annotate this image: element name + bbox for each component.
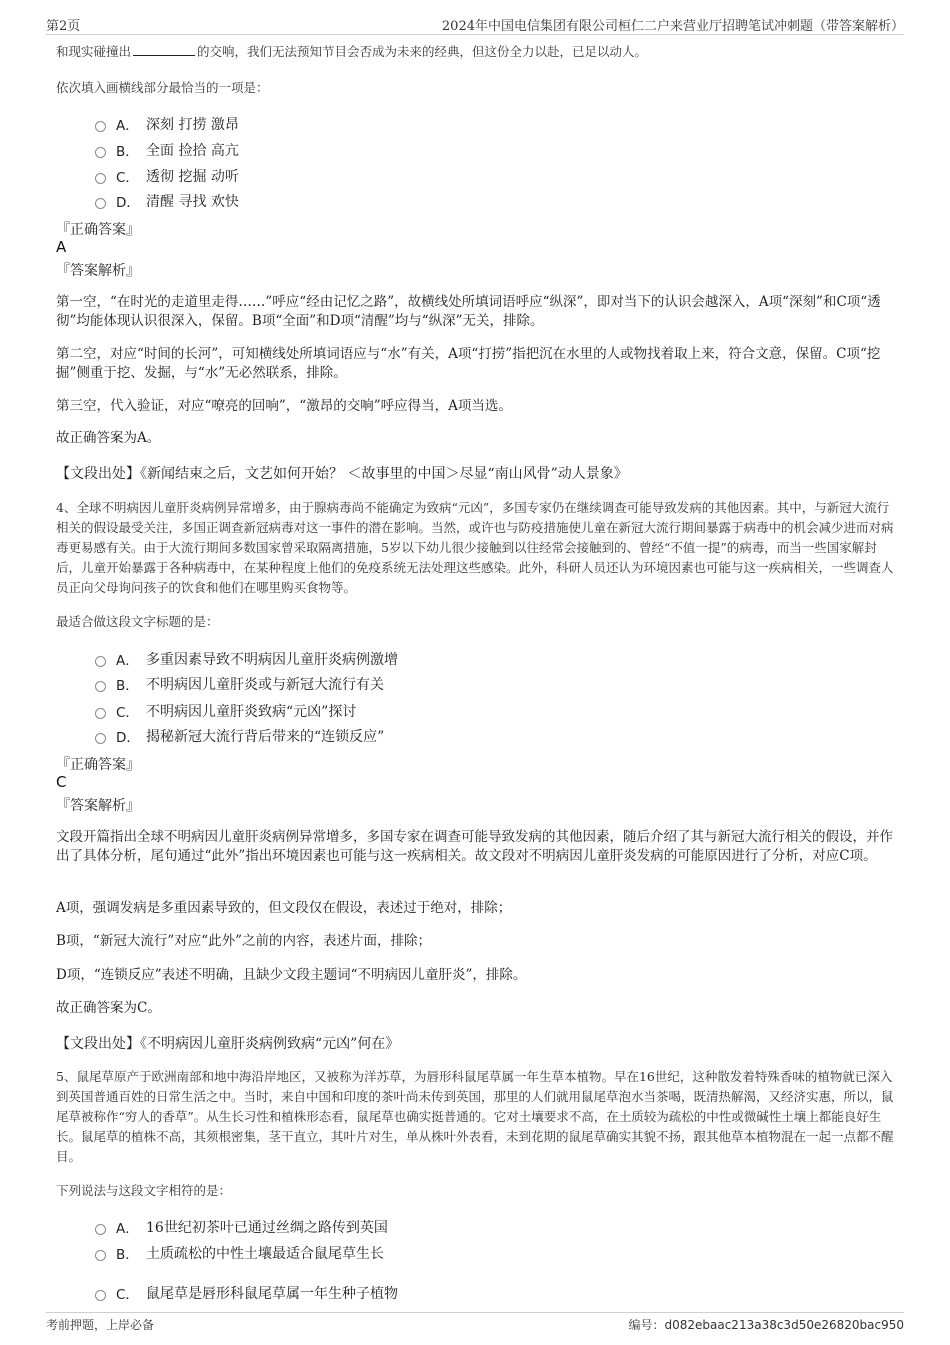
q4-option-a[interactable]: A． 多重因素导致不明病因儿童肝炎病例激增 bbox=[95, 649, 398, 669]
q4-source: 【文段出处】《不明病因儿童肝炎病例致病“元凶”何在》 bbox=[56, 1036, 400, 1052]
q3-analysis-label: 『答案解析』 bbox=[56, 263, 140, 279]
q4-option-c[interactable]: C． 不明病因儿童肝炎致病“元凶”探讨 bbox=[95, 701, 356, 721]
fill-blank bbox=[133, 43, 195, 56]
q4-option-d[interactable]: D． 揭秘新冠大流行背后带来的“连锁反应” bbox=[95, 726, 384, 746]
q4-prompt: 最适合做这段文字标题的是： bbox=[56, 614, 219, 629]
q3-analysis-paragraph: 第一空，“在时光的走道里走得……”呼应“经由记忆之路”，故横线处所填词语呼应“纵深”，即对当下的认识会越深入，A项“深刻”和C项“透彻”均能体现认识很深入，保留。B项“全面”和D项“清醒”均与“纵深”无关，排除。 bbox=[56, 294, 881, 329]
q4-option-b[interactable]: B． 不明病因儿童肝炎或与新冠大流行有关 bbox=[95, 674, 384, 694]
q4-analysis-paragraph: A项，强调发病是多重因素导致的，但文段仅在假设，表述过于绝对，排除； bbox=[56, 900, 512, 916]
q4-analysis-paragraph: B项，“新冠大流行”对应“此外”之前的内容，表述片面，排除； bbox=[56, 933, 432, 949]
q3-analysis-paragraph: 第二空，对应“时间的长河”，可知横线处所填词语应与“水”有关，A项“打捞”指把沉在水里的人或物找着取上来，符合文意，保留。C项“挖掘”侧重于挖、发掘，与“水”无必然联系，排除。 bbox=[56, 346, 881, 381]
q4-correct-answer-label: 『正确答案』 bbox=[56, 757, 140, 773]
q3-option-d[interactable]: D． 清醒 寻找 欢快 bbox=[95, 191, 239, 211]
document-title: 2024年中国电信集团有限公司桓仁二户来营业厅招聘笔试冲刺题（带答案解析） bbox=[441, 19, 904, 34]
q3-option-c[interactable]: C． 透彻 挖掘 动听 bbox=[95, 166, 239, 186]
q4-passage: 4、全球不明病因儿童肝炎病例异常增多，由于腺病毒尚不能确定为致病“元凶”，多国专家仍在继续调查可能导致发病的其他因素。其中，与新冠大流行相关的假设最受关注，多国正调查新冠病毒对这一事件的潜在影响。当然，或许也与防疫措施使儿童在新冠大流行期间暴露于病毒中的机会减少进而对病毒更易感有关。由于大流行期间多数国家曾采取隔离措施，5岁以下幼儿很少接触到以往经常会接触到的、曾经“不值一提”的病毒，而当一些国家解封后，儿童开始暴露于各种病毒中，在某种程度上他们的免疫系统无法处理这些感染。此外，科研人员还认为环境因素也可能与这一疾病相关，一些调查人员正向父母询问孩子的饮食和他们在哪里购买食物等。 bbox=[56, 500, 894, 595]
radio-icon[interactable] bbox=[95, 681, 106, 692]
footer-slogan: 考前押题，上岸必备 bbox=[46, 1318, 155, 1332]
q4-analysis-label: 『答案解析』 bbox=[56, 798, 140, 814]
q5-option-a[interactable]: A． 16世纪初茶叶已通过丝绸之路传到英国 bbox=[95, 1217, 388, 1237]
q4-analysis-conclusion: 故正确答案为C。 bbox=[56, 1000, 161, 1016]
radio-icon[interactable] bbox=[95, 656, 106, 667]
page-footer bbox=[46, 1312, 904, 1333]
q4-analysis-paragraph: D项，“连锁反应”表述不明确，且缺少文段主题词“不明病因儿童肝炎”，排除。 bbox=[56, 967, 527, 983]
radio-icon[interactable] bbox=[95, 1224, 106, 1235]
q5-option-b[interactable]: B． 土质疏松的中性土壤最适合鼠尾草生长 bbox=[95, 1243, 384, 1263]
q3-prompt: 依次填入画横线部分最恰当的一项是： bbox=[56, 80, 269, 95]
q4-answer: C bbox=[56, 773, 67, 791]
q3-answer: A bbox=[56, 238, 67, 256]
q5-prompt: 下列说法与这段文字相符的是： bbox=[56, 1183, 232, 1198]
radio-icon[interactable] bbox=[95, 1250, 106, 1261]
radio-icon[interactable] bbox=[95, 121, 106, 132]
q3-analysis-paragraph: 第三空，代入验证，对应“嘹亮的回响”，“激昂的交响”呼应得当，A项当选。 bbox=[56, 398, 512, 414]
page-header bbox=[46, 14, 904, 35]
radio-icon[interactable] bbox=[95, 733, 106, 744]
page-number: 第2页 bbox=[46, 19, 81, 34]
radio-icon[interactable] bbox=[95, 1290, 106, 1301]
q3-source: 【文段出处】《新闻结束之后，文艺如何开始？ ＜故事里的中国＞尽显“南山风骨”动人景象》 bbox=[56, 466, 628, 482]
q3-analysis-conclusion: 故正确答案为A。 bbox=[56, 430, 161, 446]
q3-passage-tail: 和现实碰撞出 的交响，我们无法预知节目会否成为未来的经典，但这份全力以赴，已足以动人。 bbox=[56, 44, 648, 59]
q5-passage: 5、鼠尾草原产于欧洲南部和地中海沿岸地区，又被称为洋苏草，为唇形科鼠尾草属一年生草本植物。早在16世纪，这种散发着特殊香味的植物就已深入到英国普通百姓的日常生活之中。当时，来自中国和印度的茶叶尚未传到英国，那里的人们就用鼠尾草泡水当茶喝，既清热解渴，又经济实惠，所以，鼠尾草被称作“穷人的香草”。从生长习性和植株形态看，鼠尾草也确实挺普通的。它对土壤要求不高，在土质较为疏松的中性或微碱性土壤上都能良好生长。鼠尾草的植株不高，其须根密集，茎干直立，其叶片对生，单从株叶外表看，未到花期的鼠尾草确实其貌不扬，跟其他草本植物混在一起一点都不醒目。 bbox=[56, 1069, 894, 1164]
document-code: 编号：d082ebaac213a38c3d50e26820bac950 bbox=[628, 1318, 904, 1332]
q3-option-a[interactable]: A． 深刻 打捞 激昂 bbox=[95, 114, 239, 134]
radio-icon[interactable] bbox=[95, 198, 106, 209]
radio-icon[interactable] bbox=[95, 173, 106, 184]
q5-option-c[interactable]: C． 鼠尾草是唇形科鼠尾草属一年生种子植物 bbox=[95, 1283, 398, 1303]
q3-option-b[interactable]: B． 全面 捡拾 高亢 bbox=[95, 140, 239, 160]
q3-correct-answer-label: 『正确答案』 bbox=[56, 222, 140, 238]
radio-icon[interactable] bbox=[95, 708, 106, 719]
radio-icon[interactable] bbox=[95, 147, 106, 158]
q4-analysis-paragraph: 文段开篇指出全球不明病因儿童肝炎病例异常增多，多国专家在调查可能导致发病的其他因素，随后介绍了其与新冠大流行相关的假设，并作出了具体分析，尾句通过“此外”指出环境因素也可能与这一疾病相关。故文段对不明病因儿童肝炎发病的可能原因进行了分析，对应C项。 bbox=[56, 829, 893, 864]
